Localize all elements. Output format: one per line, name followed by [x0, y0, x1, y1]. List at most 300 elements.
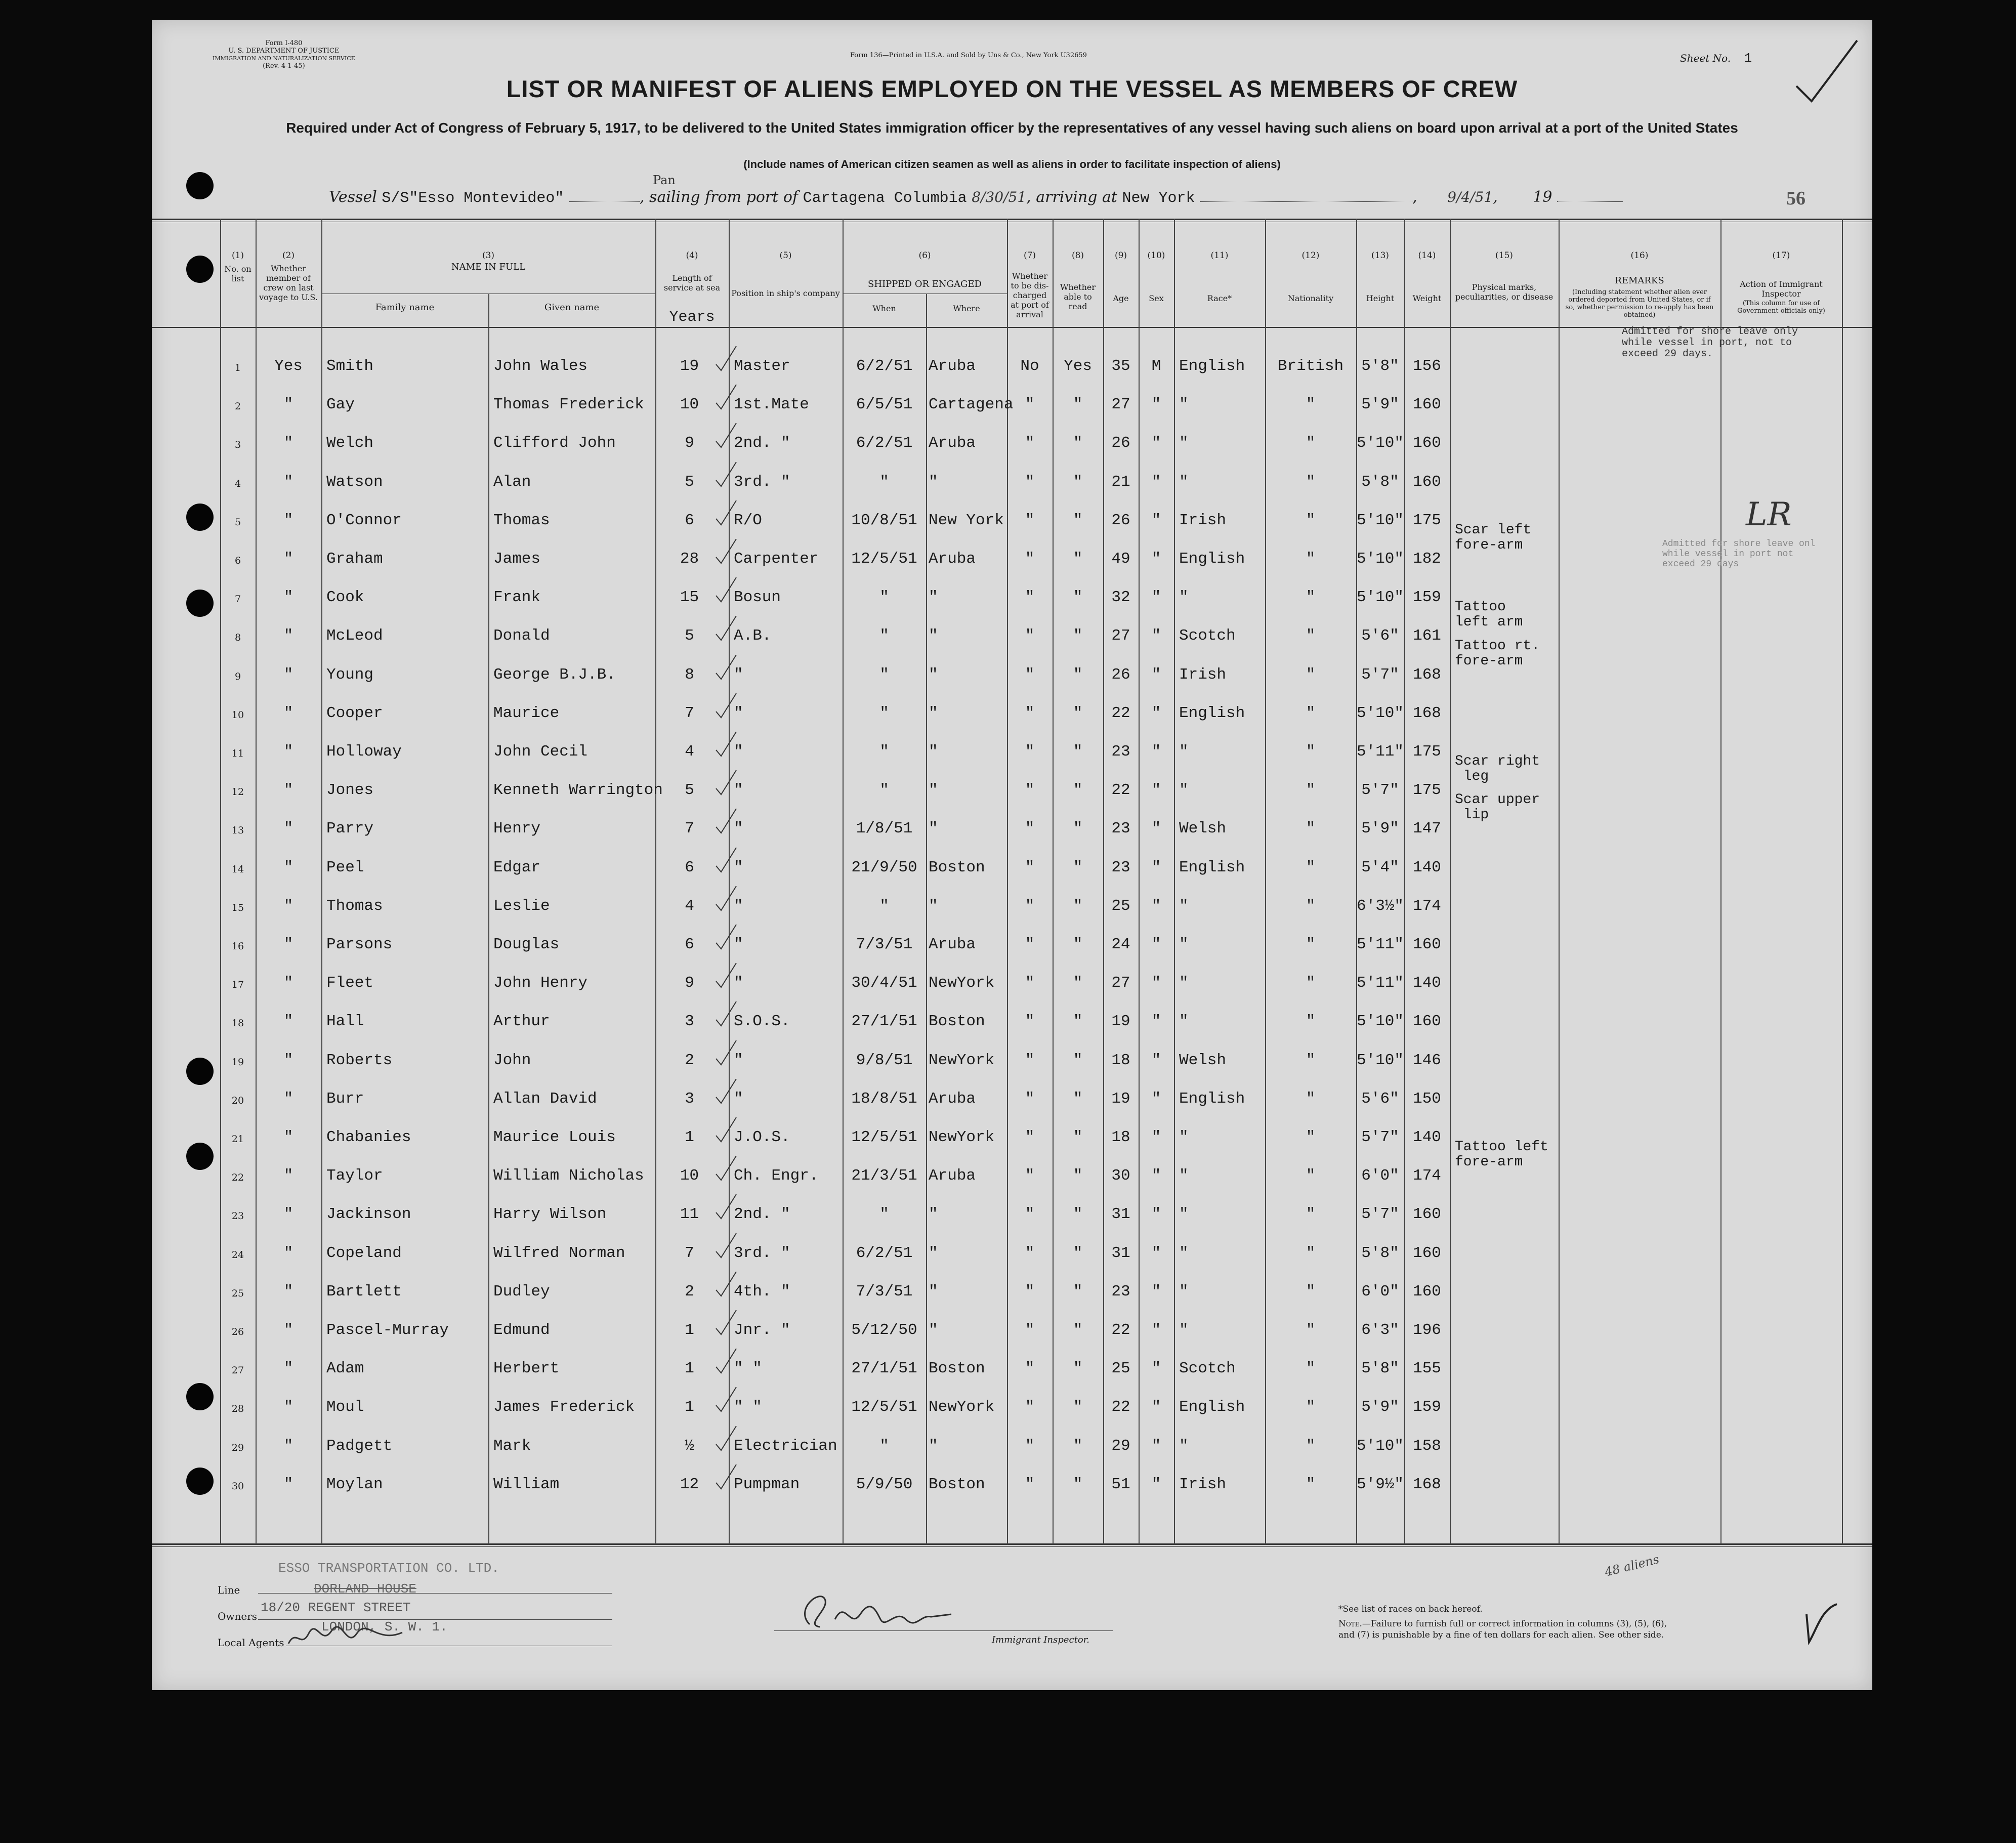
- nationality-cell: ": [1306, 473, 1316, 491]
- position-cell: ": [734, 974, 743, 992]
- years-cell: 1: [685, 1360, 694, 1378]
- weight-cell: 160: [1413, 1282, 1441, 1301]
- row-number: 18: [231, 1018, 244, 1029]
- table-row: [152, 1347, 1872, 1385]
- tick-icon: [713, 575, 744, 606]
- read-cell: ": [1073, 704, 1083, 722]
- table-row: [152, 1115, 1872, 1154]
- race-cell: ": [1179, 1321, 1189, 1339]
- age-cell: 26: [1111, 434, 1130, 452]
- punch-hole: [186, 256, 214, 283]
- age-cell: 35: [1111, 357, 1130, 375]
- physical-marks-cell: Scar right leg: [1455, 753, 1540, 785]
- row-number: 24: [231, 1249, 244, 1261]
- sex-cell: ": [1151, 1475, 1161, 1493]
- given-name-cell: Kenneth Warrington: [493, 781, 663, 800]
- discharge-cell: ": [1025, 627, 1035, 645]
- years-cell: 2: [685, 1282, 694, 1301]
- read-cell: ": [1073, 781, 1083, 800]
- prior-cell: ": [283, 936, 293, 953]
- table-row: [152, 1038, 1872, 1077]
- race-cell: ": [1179, 743, 1189, 761]
- table-row: [152, 923, 1872, 961]
- tick-icon: [713, 923, 744, 953]
- discharge-cell: ": [1025, 1128, 1035, 1146]
- weight-cell: 196: [1413, 1321, 1441, 1339]
- when-cell: 6/2/51: [856, 1244, 913, 1262]
- when-cell: ": [879, 704, 889, 722]
- row-number: 14: [231, 863, 244, 875]
- family-name-cell: Parsons: [326, 936, 393, 953]
- race-cell: ": [1179, 1282, 1189, 1301]
- nationality-cell: ": [1306, 781, 1316, 800]
- years-cell: 10: [680, 1167, 699, 1185]
- position-cell: Electrician: [734, 1437, 837, 1455]
- sex-cell: ": [1151, 1128, 1161, 1146]
- tick-icon: [713, 1038, 744, 1069]
- nationality-cell: ": [1306, 936, 1316, 953]
- years-cell: 10: [680, 396, 699, 414]
- colnum-13: (13): [1371, 250, 1389, 261]
- sail-date: 8/30/51: [972, 189, 1027, 205]
- height-cell: 5'4": [1361, 858, 1399, 876]
- height-cell: 6'3½": [1356, 897, 1404, 915]
- family-name-cell: Watson: [326, 473, 383, 491]
- weight-cell: 160: [1413, 1013, 1441, 1031]
- row-number: 25: [231, 1287, 244, 1299]
- when-cell: 12/5/51: [851, 1128, 917, 1146]
- family-name-cell: Taylor: [326, 1167, 383, 1185]
- given-name-cell: Mark: [493, 1437, 531, 1455]
- tick-icon: [713, 961, 744, 991]
- where-cell: ": [929, 589, 938, 607]
- where-cell: ": [929, 1321, 938, 1339]
- sex-cell: ": [1151, 1090, 1161, 1108]
- given-name-cell: Henry: [493, 820, 541, 838]
- years-cell: 19: [680, 357, 699, 375]
- age-cell: 23: [1111, 820, 1130, 838]
- row-number: 26: [231, 1326, 244, 1337]
- tick-icon: [713, 653, 744, 683]
- where-cell: ": [929, 743, 938, 761]
- position-cell: " ": [734, 1398, 762, 1416]
- weight-cell: 182: [1413, 550, 1441, 568]
- height-cell: 5'10": [1356, 550, 1404, 568]
- punch-hole: [186, 1058, 214, 1085]
- race-cell: English: [1179, 550, 1245, 568]
- family-name-cell: Smith: [326, 357, 374, 375]
- sex-cell: ": [1151, 627, 1161, 645]
- where-cell: Cartagena: [929, 396, 1014, 414]
- discharge-cell: ": [1025, 743, 1035, 761]
- weight-cell: 168: [1413, 1475, 1441, 1493]
- discharge-cell: ": [1025, 858, 1035, 876]
- sex-cell: ": [1151, 1167, 1161, 1185]
- tick-icon: [713, 614, 744, 644]
- header-position: Position in ship's company: [731, 288, 840, 298]
- when-cell: 18/8/51: [851, 1090, 917, 1108]
- sex-cell: ": [1151, 1360, 1161, 1378]
- weight-cell: 146: [1413, 1051, 1441, 1069]
- discharge-cell: ": [1025, 511, 1035, 529]
- colnum-10: (10): [1147, 250, 1165, 261]
- read-cell: ": [1073, 589, 1083, 607]
- nationality-cell: ": [1306, 1051, 1316, 1069]
- table-row: [152, 884, 1872, 923]
- height-cell: 5'7": [1361, 1205, 1399, 1224]
- sex-cell: ": [1151, 1321, 1161, 1339]
- when-cell: ": [879, 743, 889, 761]
- years-cell: 4: [685, 897, 694, 915]
- where-cell: NewYork: [929, 974, 995, 992]
- tick-icon: [713, 1192, 744, 1223]
- prior-cell: ": [283, 1205, 293, 1224]
- header-shipped-or-engaged: SHIPPED OR ENGAGED: [868, 279, 982, 289]
- row-number: 4: [234, 478, 241, 489]
- race-cell: ": [1179, 974, 1189, 992]
- family-name-cell: Adam: [326, 1360, 364, 1378]
- discharge-cell: ": [1025, 781, 1035, 800]
- age-cell: 23: [1111, 743, 1130, 761]
- nationality-cell: ": [1306, 743, 1316, 761]
- tick-icon: [713, 421, 744, 451]
- height-cell: 5'10": [1356, 434, 1404, 452]
- height-cell: 5'9": [1361, 1398, 1399, 1416]
- header-given-name: Given name: [544, 302, 600, 313]
- where-cell: ": [929, 1205, 938, 1224]
- discharge-cell: ": [1025, 820, 1035, 838]
- table-row: [152, 599, 1872, 652]
- table-row: [152, 575, 1872, 614]
- header-no-on-list: No. on list: [224, 264, 251, 283]
- age-cell: 23: [1111, 858, 1130, 876]
- discharge-cell: ": [1025, 974, 1035, 992]
- inspector-label: Immigrant Inspector.: [992, 1635, 1090, 1645]
- where-cell: Boston: [929, 1475, 985, 1493]
- page-subtitle: Required under Act of Congress of February 5, 1917, to be delivered to the United States immigration officer by the representatives of any vessel having such aliens on board upon arrival at a port of the United States: [286, 120, 1738, 136]
- position-cell: " ": [734, 1360, 762, 1378]
- row-number: 8: [234, 632, 241, 644]
- when-cell: 7/3/51: [856, 936, 913, 953]
- position-cell: ": [734, 820, 743, 838]
- physical-marks-cell: Tattoo left arm: [1455, 599, 1523, 631]
- row-number: 13: [231, 825, 244, 836]
- manifest-sheet: [152, 20, 1872, 1690]
- when-cell: ": [879, 897, 889, 915]
- when-cell: 7/3/51: [856, 1282, 913, 1301]
- row-number: 28: [231, 1403, 244, 1415]
- header-inspector-sub: (This column for use of Government officials only): [1737, 300, 1825, 315]
- read-cell: ": [1073, 1051, 1083, 1069]
- vessel-name: S/S"Esso Montevideo": [382, 190, 564, 207]
- owners-stamp-1: DORLAND HOUSE: [314, 1581, 416, 1597]
- sex-cell: ": [1151, 396, 1161, 414]
- family-name-cell: Young: [326, 665, 374, 684]
- age-cell: 25: [1111, 1360, 1130, 1378]
- years-cell: 5: [685, 627, 694, 645]
- tick-icon: [713, 1077, 744, 1107]
- race-cell: ": [1179, 936, 1189, 953]
- row-number: 9: [234, 671, 241, 682]
- age-cell: 22: [1111, 781, 1130, 800]
- given-name-cell: Douglas: [493, 936, 560, 953]
- read-cell: ": [1073, 1167, 1083, 1185]
- age-cell: 23: [1111, 1282, 1130, 1301]
- form-header-block: [213, 39, 355, 70]
- family-name-cell: Bartlett: [326, 1282, 402, 1301]
- where-cell: ": [929, 473, 938, 491]
- age-cell: 26: [1111, 511, 1130, 529]
- physical-marks-cell: Scar upper lip: [1455, 792, 1540, 823]
- read-cell: ": [1073, 473, 1083, 491]
- header-inspector-action: Action of Immigrant Inspector: [1740, 279, 1823, 299]
- tick-icon: [713, 1308, 744, 1338]
- header-name-in-full: NAME IN FULL: [451, 262, 526, 272]
- table-row: [152, 1077, 1872, 1115]
- nationality-cell: ": [1306, 1244, 1316, 1262]
- race-cell: Welsh: [1179, 820, 1227, 838]
- sex-cell: ": [1151, 1013, 1161, 1031]
- age-cell: 27: [1111, 627, 1130, 645]
- form-id: Form I-480: [265, 39, 303, 47]
- table-row: [152, 1192, 1872, 1231]
- row-number: 19: [231, 1056, 244, 1068]
- discharge-cell: No: [1020, 357, 1039, 375]
- header-years-unit: Years: [669, 309, 715, 326]
- prior-cell: ": [283, 511, 293, 529]
- race-cell: English: [1179, 357, 1245, 375]
- department: U. S. DEPARTMENT OF JUSTICE: [228, 47, 340, 55]
- row-number: 27: [231, 1365, 244, 1376]
- race-cell: ": [1179, 1437, 1189, 1455]
- table-row: [152, 1385, 1872, 1423]
- given-name-cell: Herbert: [493, 1360, 560, 1378]
- tick-icon: [713, 884, 744, 914]
- sex-cell: M: [1151, 357, 1161, 375]
- where-cell: ": [929, 1282, 938, 1301]
- discharge-cell: ": [1025, 936, 1035, 953]
- race-cell: ": [1179, 589, 1189, 607]
- tick-icon: [713, 1347, 744, 1377]
- where-cell: ": [929, 665, 938, 684]
- table-row: [152, 1424, 1872, 1462]
- family-name-cell: Padgett: [326, 1437, 393, 1455]
- discharge-cell: ": [1025, 1167, 1035, 1185]
- age-cell: 22: [1111, 1398, 1130, 1416]
- years-cell: 5: [685, 473, 694, 491]
- height-cell: 5'10": [1356, 704, 1404, 722]
- tick-icon: [713, 1424, 744, 1454]
- height-cell: 5'11": [1356, 974, 1404, 992]
- arrive-date: 9/4/51: [1447, 189, 1493, 205]
- years-cell: 28: [680, 550, 699, 568]
- given-name-cell: Harry Wilson: [493, 1205, 607, 1224]
- height-cell: 6'3": [1361, 1321, 1399, 1339]
- age-cell: 26: [1111, 665, 1130, 684]
- position-cell: R/O: [734, 511, 762, 529]
- years-cell: 6: [685, 858, 694, 876]
- age-cell: 27: [1111, 396, 1130, 414]
- read-cell: ": [1073, 1244, 1083, 1262]
- position-cell: 1st.Mate: [734, 396, 809, 414]
- when-cell: 1/8/51: [856, 820, 913, 838]
- height-cell: 5'8": [1361, 1244, 1399, 1262]
- height-cell: 5'11": [1356, 743, 1404, 761]
- weight-cell: 174: [1413, 1167, 1441, 1185]
- physical-marks-cell: Scar left fore-arm: [1455, 522, 1532, 553]
- header-sex: Sex: [1149, 294, 1164, 303]
- tick-icon: [713, 730, 744, 760]
- read-cell: ": [1073, 858, 1083, 876]
- line-underline: [258, 1593, 612, 1594]
- years-cell: 3: [685, 1090, 694, 1108]
- nationality-cell: British: [1277, 357, 1344, 375]
- header-weight: Weight: [1412, 294, 1442, 303]
- nationality-cell: ": [1306, 1360, 1316, 1378]
- nationality-cell: ": [1306, 704, 1316, 722]
- colnum-1: (1): [231, 250, 244, 261]
- age-cell: 25: [1111, 897, 1130, 915]
- nationality-cell: ": [1306, 1437, 1316, 1455]
- years-cell: 12: [680, 1475, 699, 1493]
- given-name-cell: Allan David: [493, 1090, 597, 1108]
- height-cell: 5'11": [1356, 936, 1404, 953]
- when-cell: 6/2/51: [856, 357, 913, 375]
- sex-cell: ": [1151, 511, 1161, 529]
- row-number: 6: [234, 555, 241, 566]
- where-cell: Aruba: [929, 434, 976, 452]
- family-name-cell: Copeland: [326, 1244, 402, 1262]
- sex-cell: ": [1151, 781, 1161, 800]
- row-number: 5: [234, 516, 241, 528]
- position-cell: 3rd. ": [734, 1244, 790, 1262]
- age-cell: 18: [1111, 1051, 1130, 1069]
- races-note: *See list of races on back hereof.: [1338, 1604, 1483, 1614]
- row-number: 23: [231, 1210, 244, 1222]
- race-cell: English: [1179, 1398, 1245, 1416]
- race-cell: ": [1179, 1205, 1189, 1224]
- prior-cell: ": [283, 974, 293, 992]
- read-cell: ": [1073, 1398, 1083, 1416]
- header-age: Age: [1113, 294, 1129, 303]
- table-row: [152, 344, 1872, 383]
- port-to: New York: [1122, 190, 1195, 207]
- family-name-cell: Parry: [326, 820, 374, 838]
- prior-cell: ": [283, 743, 293, 761]
- when-cell: 21/3/51: [851, 1167, 917, 1185]
- family-name-cell: Moul: [326, 1398, 364, 1416]
- nationality-cell: ": [1306, 1128, 1316, 1146]
- years-cell: 4: [685, 743, 694, 761]
- prior-cell: ": [283, 396, 293, 414]
- table-row: [152, 1308, 1872, 1347]
- header-bottom-rule: [152, 327, 1872, 328]
- tick-icon: [713, 846, 744, 876]
- discharge-cell: ": [1025, 473, 1035, 491]
- where-cell: Aruba: [929, 357, 976, 375]
- race-cell: ": [1179, 473, 1189, 491]
- header-nationality: Nationality: [1287, 294, 1334, 303]
- row-number: 29: [231, 1442, 244, 1453]
- discharge-cell: ": [1025, 704, 1035, 722]
- when-cell: ": [879, 665, 889, 684]
- row-number: 22: [231, 1172, 244, 1184]
- position-cell: ": [734, 1051, 743, 1069]
- punch-hole: [186, 1143, 214, 1170]
- family-name-cell: Holloway: [326, 743, 402, 761]
- age-cell: 27: [1111, 974, 1130, 992]
- header-remarks: REMARKS: [1615, 275, 1664, 286]
- table-row: [152, 1231, 1872, 1270]
- inspector-underline: [774, 1630, 1113, 1631]
- table-row: [152, 999, 1872, 1038]
- table-row: [152, 961, 1872, 999]
- row-number: 1: [234, 362, 241, 373]
- row-number: 16: [231, 941, 244, 952]
- family-name-cell: Peel: [326, 858, 364, 876]
- read-cell: ": [1073, 1090, 1083, 1108]
- position-cell: J.O.S.: [734, 1128, 790, 1146]
- family-name-cell: Jackinson: [326, 1205, 411, 1224]
- revision: (Rev. 4-1-45): [263, 62, 305, 70]
- tick-icon: [713, 1270, 744, 1300]
- table-row: [152, 498, 1872, 537]
- sex-cell: ": [1151, 1051, 1161, 1069]
- position-cell: A.B.: [734, 627, 772, 645]
- weight-cell: 140: [1413, 974, 1441, 992]
- prior-cell: ": [283, 781, 293, 800]
- height-cell: 5'10": [1356, 1437, 1404, 1455]
- race-cell: English: [1179, 858, 1245, 876]
- given-name-cell: Thomas: [493, 511, 550, 529]
- age-cell: 22: [1111, 704, 1130, 722]
- weight-cell: 156: [1413, 357, 1441, 375]
- read-cell: ": [1073, 974, 1083, 992]
- read-cell: ": [1073, 627, 1083, 645]
- read-cell: ": [1073, 897, 1083, 915]
- year-label: 19: [1533, 188, 1552, 206]
- height-cell: 5'9": [1361, 396, 1399, 414]
- sex-cell: ": [1151, 743, 1161, 761]
- given-name-cell: Arthur: [493, 1013, 550, 1031]
- colnum-8: (8): [1071, 250, 1084, 261]
- nationality-cell: ": [1306, 1090, 1316, 1108]
- inspector-initials: LR: [1746, 496, 1792, 533]
- discharge-cell: ": [1025, 897, 1035, 915]
- given-name-cell: James: [493, 550, 541, 568]
- read-cell: ": [1073, 1013, 1083, 1031]
- position-cell: ": [734, 665, 743, 684]
- header-when: When: [872, 304, 896, 313]
- colnum-2: (2): [282, 250, 295, 261]
- race-cell: English: [1179, 1090, 1245, 1108]
- prior-cell: ": [283, 1128, 293, 1146]
- row-number: 11: [231, 748, 244, 759]
- table-row: [152, 383, 1872, 421]
- family-name-cell: Moylan: [326, 1475, 383, 1493]
- weight-cell: 159: [1413, 1398, 1441, 1416]
- sex-cell: ": [1151, 974, 1161, 992]
- table-row: [152, 1462, 1872, 1501]
- table-row: [152, 730, 1872, 768]
- punch-hole: [186, 1383, 214, 1410]
- weight-cell: 155: [1413, 1360, 1441, 1378]
- family-name-cell: Thomas: [326, 897, 383, 915]
- port-from: Cartagena Columbia: [803, 190, 967, 207]
- vessel-line: Vessel S/S"Esso Montevideo" , sailing from port of Cartagena Columbia 8/30/51, arriving at New York , 9/4/51, 19: [329, 188, 1623, 207]
- read-cell: ": [1073, 511, 1083, 529]
- nationality-cell: ": [1306, 1167, 1316, 1185]
